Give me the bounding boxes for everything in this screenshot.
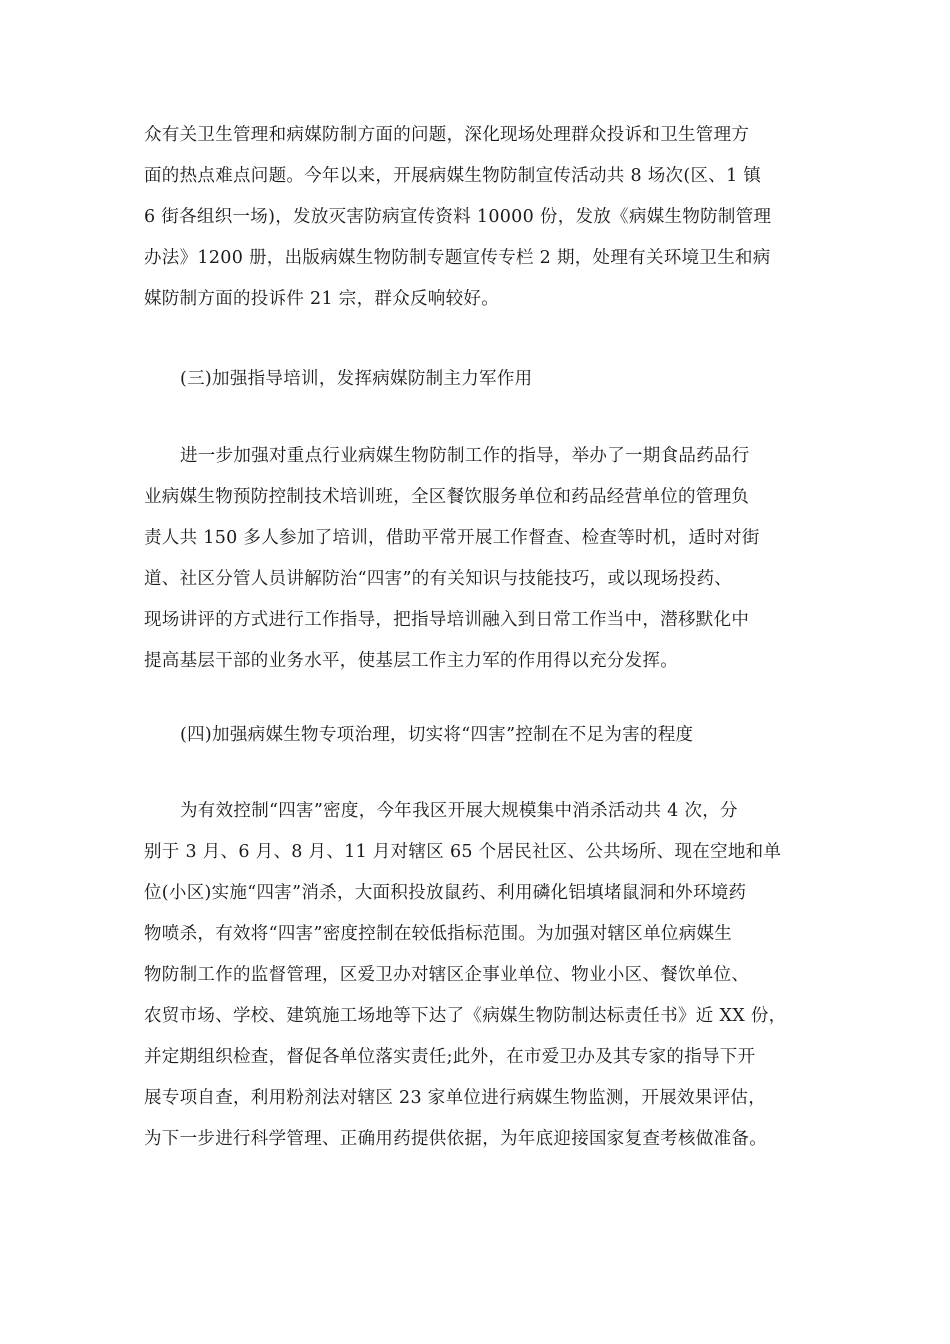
text-line: 进一步加强对重点行业病媒生物防制工作的指导，举办了一期食品药品行 <box>180 446 750 466</box>
text-line: 业病媒生物预防控制技术培训班，全区餐饮服务单位和药品经营单位的管理负 <box>144 487 750 507</box>
text-line: 面的热点难点问题。今年以来，开展病媒生物防制宣传活动共 8 场次(区、1 镇 <box>144 166 762 186</box>
section-heading-3: (三)加强指导培训，发挥病媒防制主力军作用 <box>180 369 533 389</box>
text-line: 责人共 150 多人参加了培训，借助平常开展工作督查、检查等时机，适时对街 <box>144 528 760 548</box>
text-line: 众有关卫生管理和病媒防制方面的问题，深化现场处理群众投诉和卫生管理方 <box>144 125 750 145</box>
text-line: 物喷杀，有效将“四害”密度控制在较低指标范围。为加强对辖区单位病媒生 <box>144 924 733 944</box>
text-line: 办法》1200 册，出版病媒生物防制专题宣传专栏 2 期，处理有关环境卫生和病 <box>144 248 771 268</box>
paragraph-training <box>144 436 810 682</box>
text-line: 6 街各组织一场)，发放灭害防病宣传资料 10000 份，发放《病媒生物防制管理 <box>144 207 772 227</box>
text-line: 为下一步进行科学管理、正确用药提供依据，为年底迎接国家复查考核做准备。 <box>144 1129 767 1149</box>
text-line: 农贸市场、学校、建筑施工场地等下达了《病媒生物防制达标责任书》近 XX 份， <box>144 1006 787 1026</box>
paragraph-special-treatment <box>144 791 810 1160</box>
text-line: 提高基层干部的业务水平，使基层工作主力军的作用得以充分发挥。 <box>144 651 678 671</box>
text-line: 展专项自查，利用粉剂法对辖区 23 家单位进行病媒生物监测，开展效果评估， <box>144 1088 766 1108</box>
section-heading-4: (四)加强病媒生物专项治理，切实将“四害”控制在不足为害的程度 <box>180 725 694 745</box>
text-line: 物防制工作的监督管理，区爱卫办对辖区企事业单位、物业小区、餐饮单位、 <box>144 965 750 985</box>
text-line: 道、社区分管人员讲解防治“四害”的有关知识与技能技巧，或以现场投药、 <box>144 569 733 589</box>
text-line: 位(小区)实施“四害”消杀，大面积投放鼠药、利用磷化铝填堵鼠洞和外环境药 <box>144 883 747 903</box>
text-line: 媒防制方面的投诉件 21 宗，群众反响较好。 <box>144 289 499 309</box>
text-line: 并定期组织检查，督促各单位落实责任;此外，在市爱卫办及其专家的指导下开 <box>144 1047 756 1067</box>
text-line: 为有效控制“四害”密度，今年我区开展大规模集中消杀活动共 4 次，分 <box>180 801 738 821</box>
paragraph-publicity <box>144 115 810 320</box>
text-line: 现场讲评的方式进行工作指导，把指导培训融入到日常工作当中，潜移默化中 <box>144 610 750 630</box>
text-line: 别于 3 月、6 月、8 月、11 月对辖区 65 个居民社区、公共场所、现在空地和单 <box>144 842 782 862</box>
